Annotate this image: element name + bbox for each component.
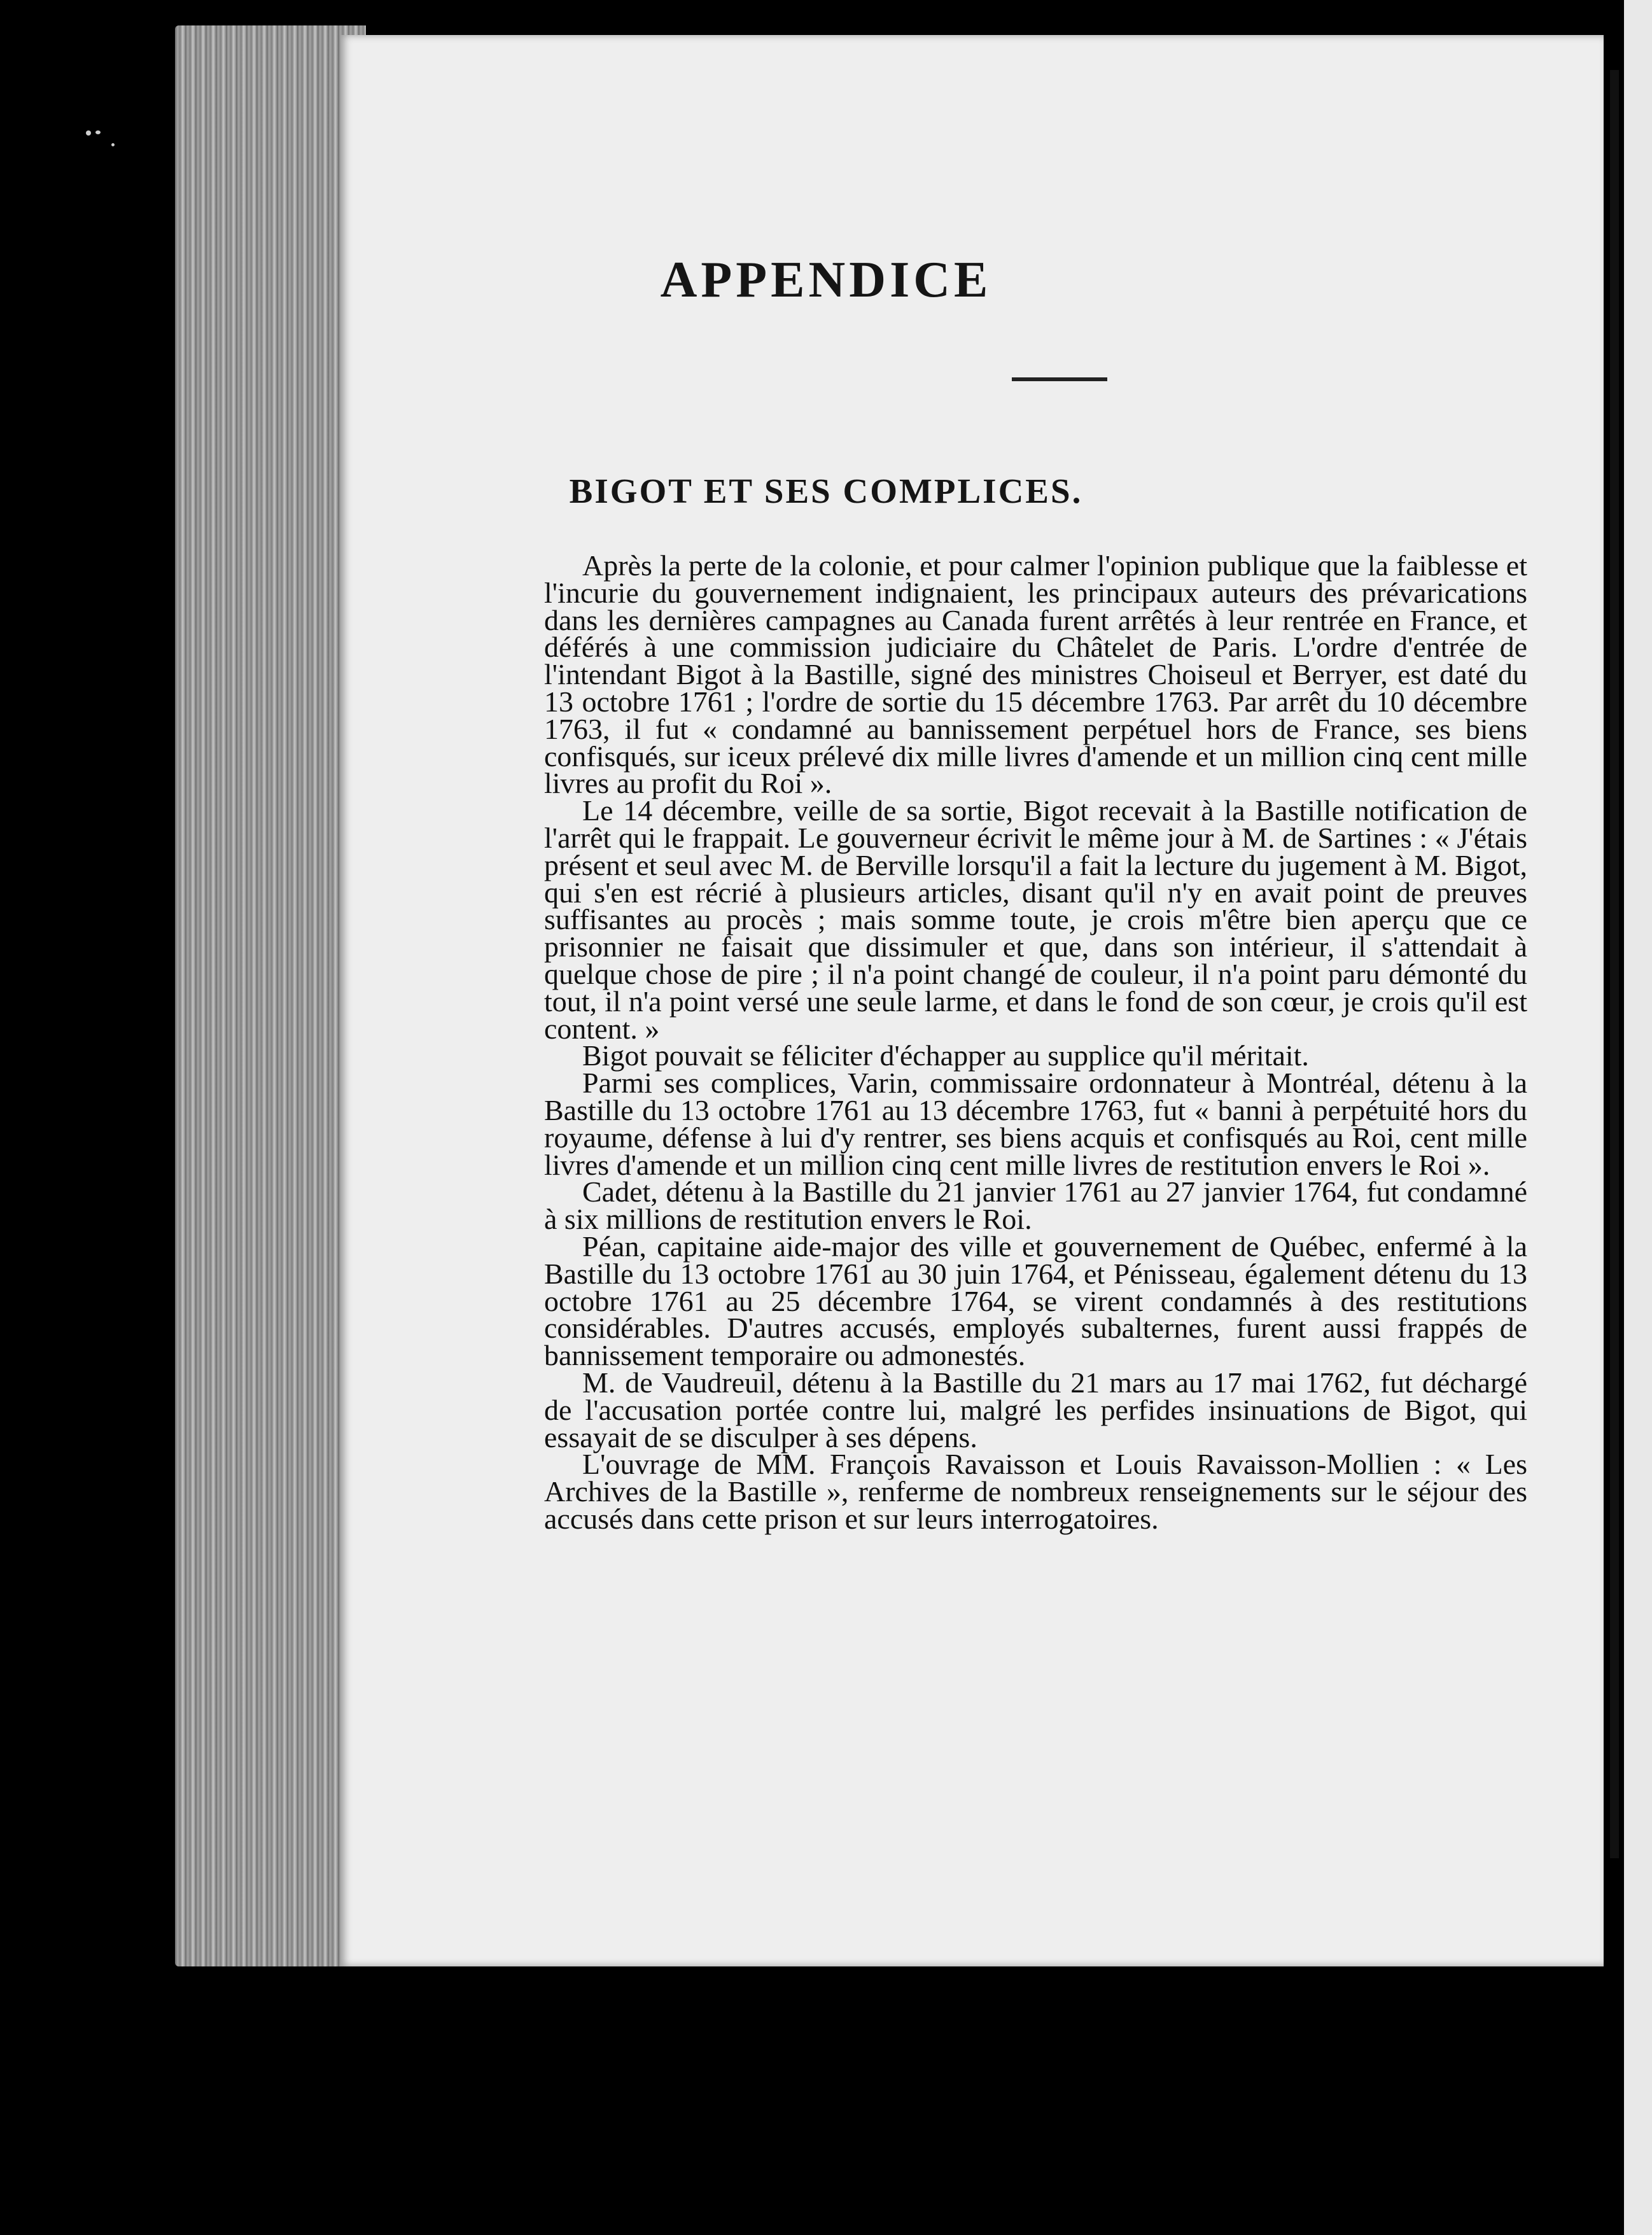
paragraph: Parmi ses complices, Varin, commissaire ordonnateur à Montréal, détenu à la Bastille du 13 octobre 1761 au 13 décembre 1763, fut « banni à perpétuité hors du royaume, défense à lui d'y rentrer, ses biens acquis et confisqués au Roi, cent mille livres d'amende et un million cinq cent mille livres de restitution envers le Roi ».	[544, 1067, 1527, 1181]
book-page-edges	[175, 25, 366, 1966]
section-heading: BIGOT ET SES COMPLICES.	[569, 472, 1083, 510]
body-text	[544, 549, 1527, 1535]
facing-page-edge	[1610, 70, 1619, 1858]
paragraph: Bigot pouvait se féliciter d'échapper au supplice qu'il méritait.	[582, 1039, 1309, 1072]
title-divider	[1012, 377, 1107, 381]
page-title: APPENDICE	[660, 252, 992, 308]
scan-speck	[95, 130, 101, 134]
facing-page	[1624, 0, 1652, 2235]
paragraph: M. de Vaudreuil, détenu à la Bastille du 21 mars au 17 mai 1762, fut déchargé de l'accusation portée contre lui, malgré les perfides insinuations de Bigot, qui essayait de se disculper à ses dépens.	[544, 1366, 1527, 1454]
speck	[86, 130, 91, 136]
paragraph: Péan, capitaine aide-major des ville et gouvernement de Québec, enfermé à la Bastille du 13 octobre 1761 au 30 juin 1764, et Pénisseau, également détenu du 13 octobre 1761 au 25 décembre 1764, se virent condamnés à des restitutions considérables. D'autres accusés, employés subalternes, furent aussi frappés de bannissement temporaire ou admonestés.	[544, 1230, 1527, 1372]
paragraph: L'ouvrage de MM. François Ravaisson et Louis Ravaisson-Mollien : « Les Archives de la Bastille », renferme de nombreux renseignements sur le séjour des accusés dans cette prison et sur leurs interrogatoires.	[544, 1448, 1527, 1535]
paragraph: Cadet, détenu à la Bastille du 21 janvier 1761 au 27 janvier 1764, fut condamné à six millions de restitution envers le Roi.	[544, 1175, 1527, 1236]
scan-speck	[111, 143, 115, 146]
paragraph: Après la perte de la colonie, et pour calmer l'opinion publique que la faiblesse et l'incurie du gouvernement indignaient, les principaux auteurs des prévarications dans les dernières campagnes au Canada furent arrêtés à leur rentrée en France, et déférés à une commission judiciaire du Châtelet de Paris. L'ordre d'entrée de l'intendant Bigot à la Bastille, signé des ministres Choiseul et Berryer, est daté du 13 octobre 1761 ; l'ordre de sortie du 15 décembre 1763. Par arrêt du 10 décembre 1763, il fut « condamné au bannissement perpétuel hors de France, ses biens confisqués, sur iceux prélevé dix mille livres d'amende et un million cinq cent mille livres au profit du Roi ».	[544, 549, 1527, 800]
paragraph: Le 14 décembre, veille de sa sortie, Bigot recevait à la Bastille notification de l'arrêt qui le frappait. Le gouverneur écrivit le même jour à M. de Sartines : « J'étais présent et seul avec M. de Berville lorsqu'il a fait la lecture du jugement à M. Bigot, qui s'en est récrié à plusieurs articles, disant qu'il n'y en avait point de preuves suffisantes au procès ; mais somme toute, je crois m'être bien aperçu que ce prisonnier ne faisait que dissimuler et que, dans son intérieur, il s'attendait à quelque chose de pire ; il n'a point changé de couleur, il n'a point paru démonté du tout, il n'a point versé une seule larme, et dans le fond de son cœur, je crois qu'il est content. »	[544, 794, 1527, 1045]
